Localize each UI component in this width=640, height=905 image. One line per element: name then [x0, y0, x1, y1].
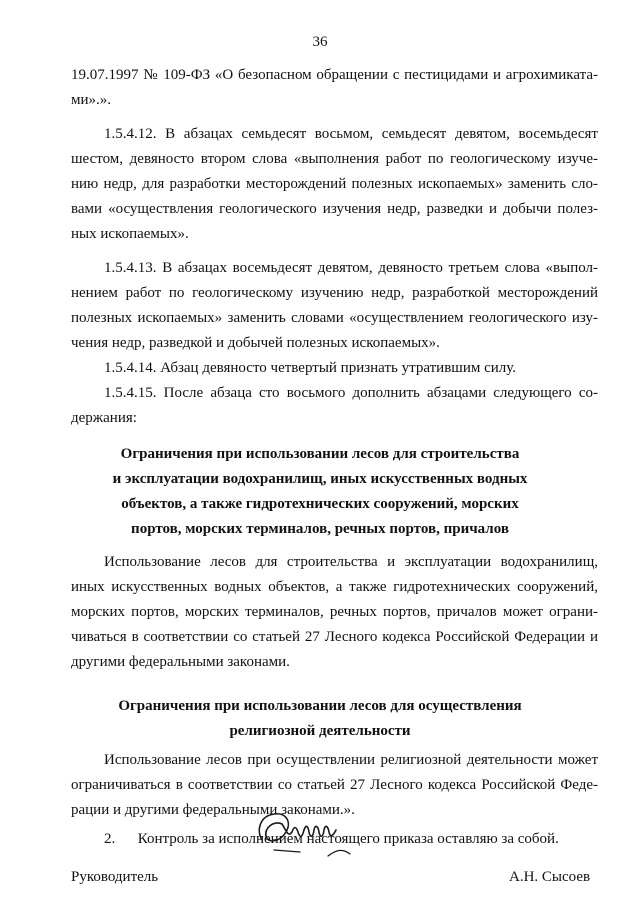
signatory-title: Руководитель — [71, 869, 159, 885]
page-number: 36 — [312, 34, 328, 50]
text-line: 2. Контроль за исполнением настоящего приказа оставляю за собой. — [104, 831, 559, 847]
section-heading: Ограничения при использовании лесов для осуществления — [118, 698, 522, 714]
text-line: другими федеральными законами. — [71, 654, 290, 670]
text-line: 1.5.4.14. Абзац девяносто четвертый признать утратившим силу. — [104, 360, 517, 376]
text-line: ограничиваться в соответствии со статьей 27 Лесного кодекса Российской Феде- — [71, 777, 598, 793]
text-line: 19.07.1997 № 109-ФЗ «О безопасном обращении с пестицидами и агрохимиката- — [71, 67, 598, 83]
text-line: чения недр, разведкой и добычей полезных ископаемых». — [71, 335, 440, 351]
text-line: полезных ископаемых» заменить словами «осуществлением геологического изу- — [71, 310, 598, 326]
text-line: 1.5.4.12. В абзацах семьдесят восьмом, семьдесят девятом, восемьдесят — [104, 126, 598, 142]
text-line: ми».». — [71, 92, 112, 108]
text-line: 1.5.4.15. После абзаца сто восьмого дополнить абзацами следующего со- — [104, 385, 598, 401]
text-line: Использование лесов при осуществлении религиозной деятельности может — [104, 752, 598, 768]
text-line: Использование лесов для строительства и эксплуатации водохранилищ, — [104, 554, 598, 570]
text-line: нию недр, для разработки месторождений полезных ископаемых» заменить сло- — [71, 176, 598, 192]
text-line: 1.5.4.13. В абзацах восемьдесят девятом, девяносто третьем слова «выпол- — [104, 260, 598, 276]
text-line: иных искусственных водных объектов, а также гидротехнических сооружений, — [71, 579, 598, 595]
text-line: ных ископаемых». — [71, 226, 189, 242]
section-heading: и эксплуатации водохранилищ, иных искусственных водных — [112, 471, 528, 487]
handwritten-signature — [252, 800, 372, 862]
signatory-name: А.Н. Сысоев — [509, 869, 591, 885]
text-line: рации и другими федеральными законами.». — [71, 802, 355, 818]
text-line: нением работ по геологическому изучению недр, разработкой месторождений — [71, 285, 598, 301]
section-heading: портов, морских терминалов, речных портов, причалов — [131, 521, 509, 537]
text-line: морских портов, морских терминалов, речных портов, причалов может ограни- — [71, 604, 598, 620]
text-line: держания: — [71, 410, 137, 426]
section-heading: объектов, а также гидротехнических сооружений, морских — [121, 496, 519, 512]
section-heading: Ограничения при использовании лесов для строительства — [120, 446, 520, 462]
text-line: шестом, девяносто втором слова «выполнения работ по геологическому изуче- — [71, 151, 598, 167]
text-line: вами «осуществления геологического изучения недр, разведки и добычи полез- — [71, 201, 598, 217]
text-line: чиваться в соответствии со статьей 27 Лесного кодекса Российской Федерации и — [71, 629, 598, 645]
section-heading: религиозной деятельности — [229, 723, 411, 739]
